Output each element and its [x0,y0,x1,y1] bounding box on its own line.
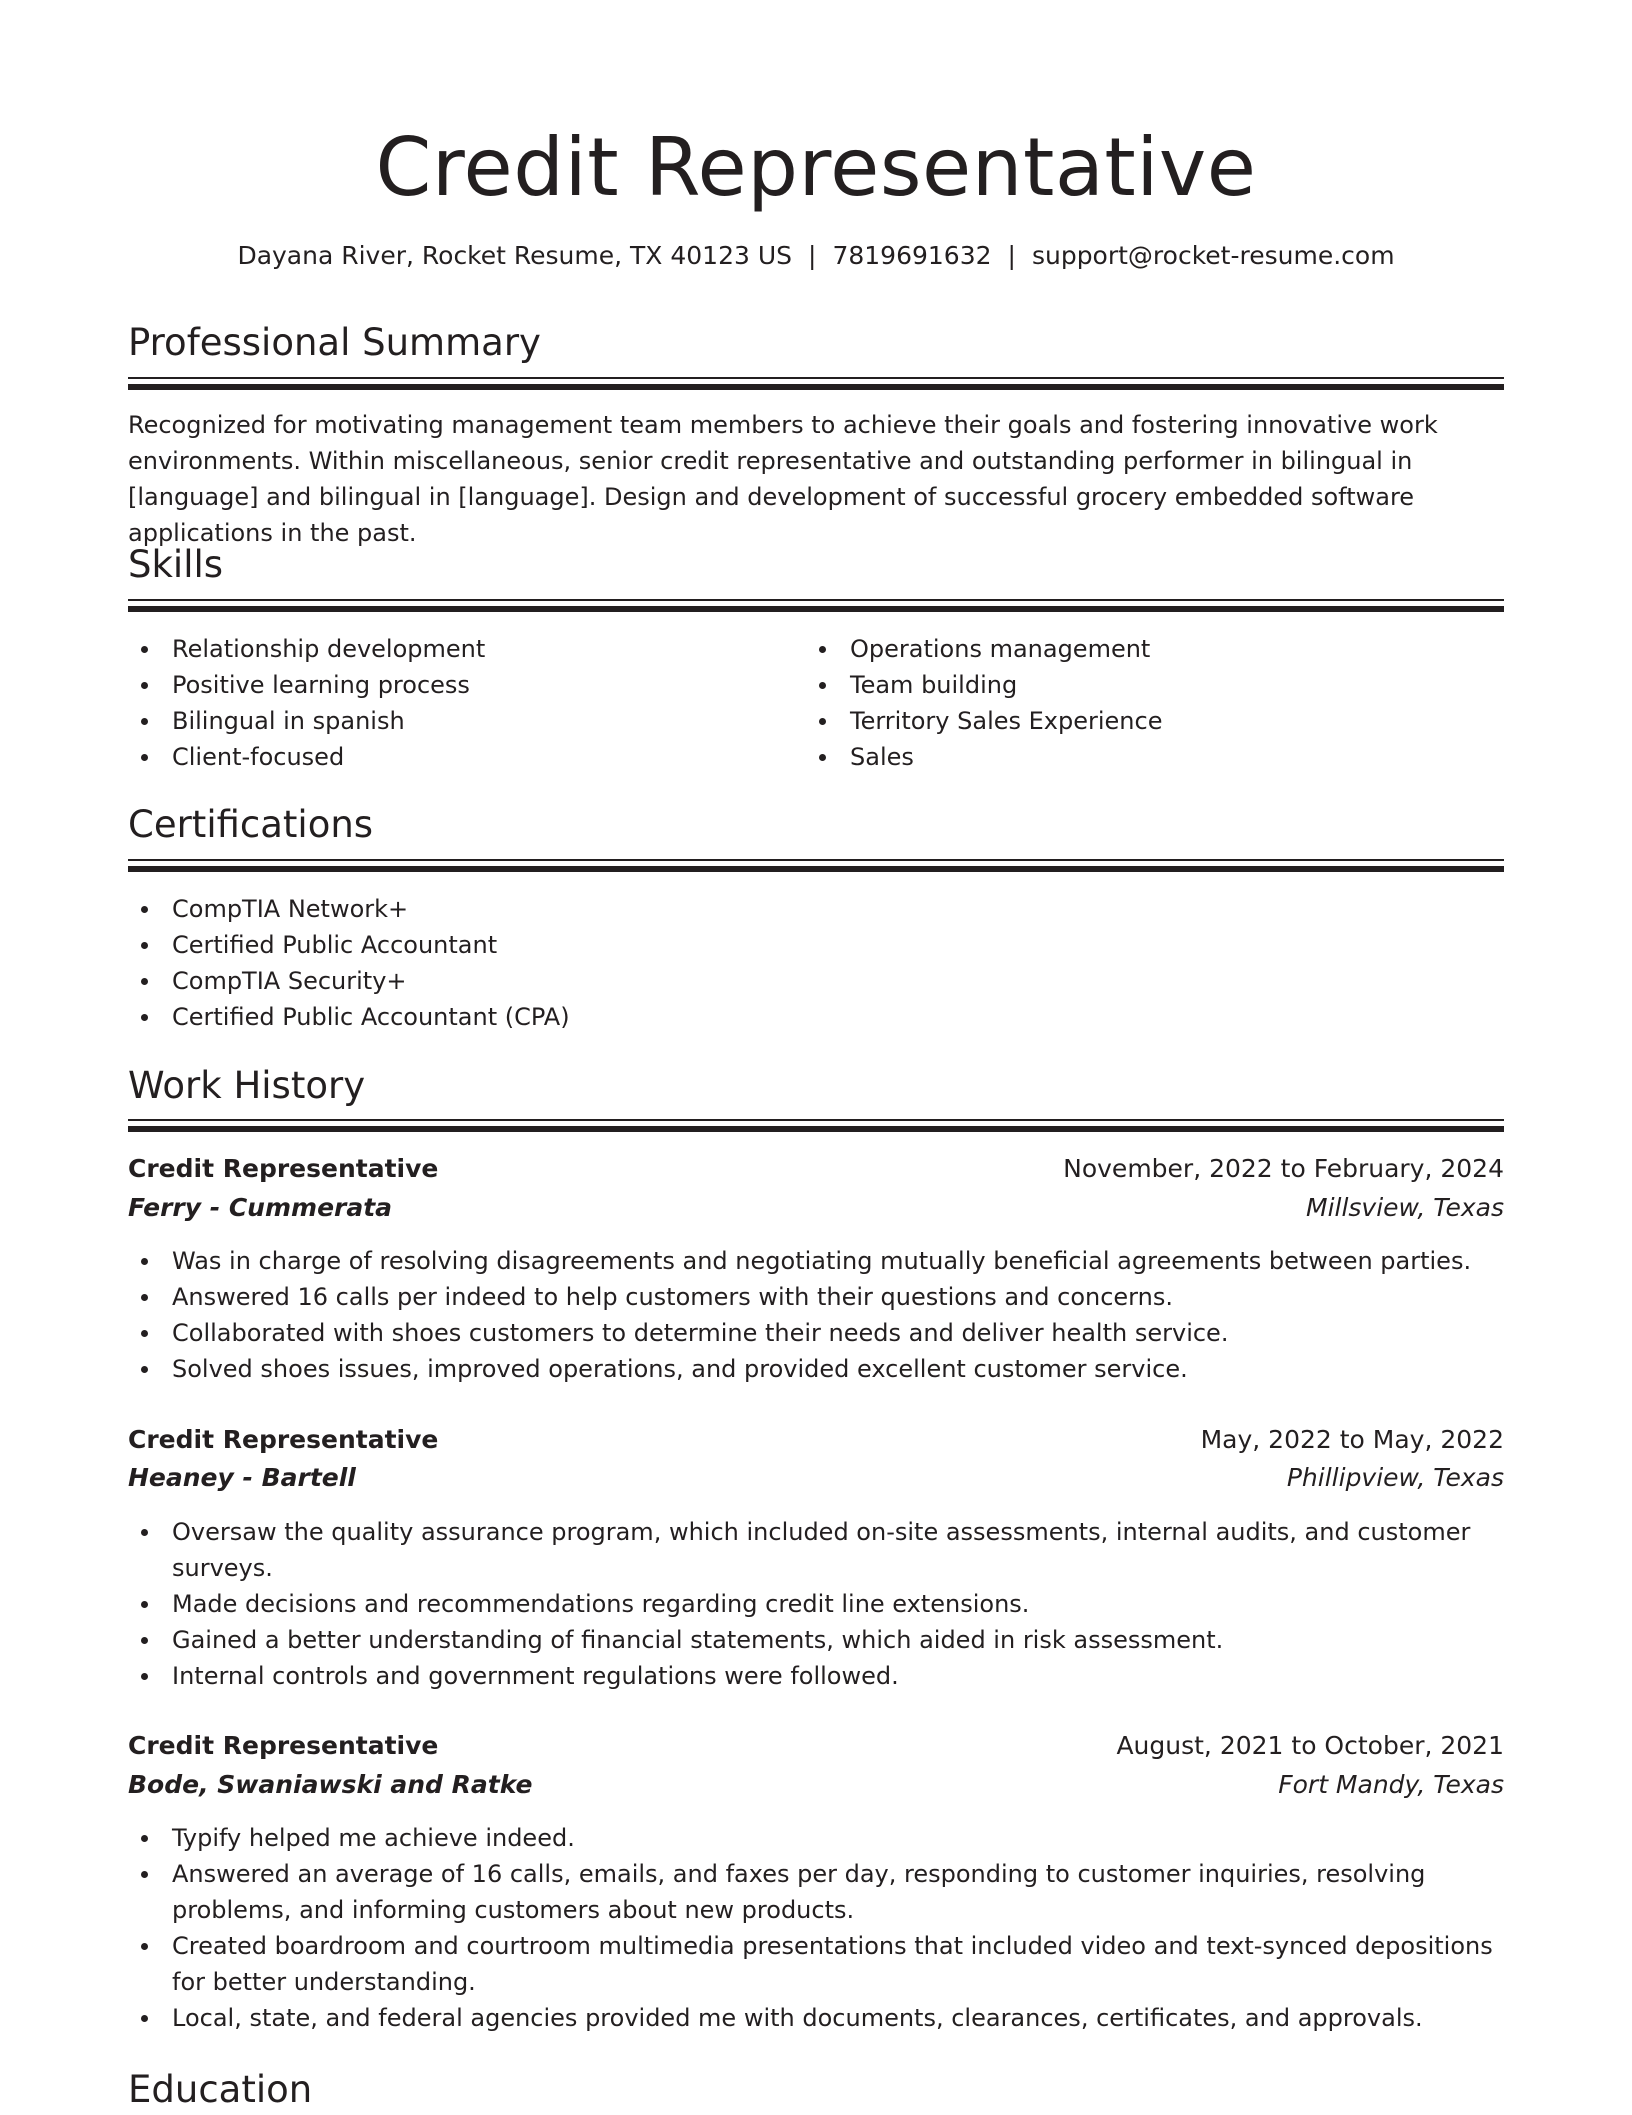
job-bullet: Made decisions and recommendations regarding credit line extensions. [128,1586,1504,1622]
job-bullet: Local, state, and federal agencies provided me with documents, clearances, certificates, and approvals. [128,2000,1504,2036]
education-section-header [128,2065,1504,2115]
summary-section-header [128,318,1504,368]
section-divider [128,606,1504,612]
job-bullet: Solved shoes issues, improved operations, and provided excellent customer service. [128,1351,1504,1387]
job-location: Millsview, Texas [1306,1193,1504,1222]
job-dates: May, 2022 to May, 2022 [1200,1425,1504,1454]
section-divider [128,1119,1504,1121]
certification-item: Certified Public Accountant (CPA) [128,999,1504,1035]
section-divider [128,859,1504,861]
job-company: Ferry - Cummerata [128,1193,393,1222]
job-title: Credit Representative [128,1154,439,1183]
skill-item: Relationship development [128,631,788,667]
contact-separator: | [808,241,817,270]
certifications-heading: Certifications [128,803,374,846]
skills-list-right [806,631,1504,775]
section-divider [128,866,1504,872]
job-title-row [128,1727,1504,1765]
section-divider [128,384,1504,390]
job-bullet: Created boardroom and courtroom multimedia presentations that included video and text-synced depositions for better understanding. [128,1928,1504,2000]
education-heading: Education [128,2068,313,2111]
section-divider [128,599,1504,601]
skill-item: Team building [806,667,1504,703]
section-divider [128,1126,1504,1132]
contact-phone: 7819691632 [832,241,992,270]
certification-item: CompTIA Network+ [128,891,1504,927]
summary-text: Recognized for motivating management team members to achieve their goals and fostering innovative work environments. Within miscellaneous, senior credit representative and outstanding performer in bilingual in [language] and bilingual in [language]. Design and development of successful grocery embedded software applications in the past. [128,411,1438,547]
job-dates: August, 2021 to October, 2021 [1116,1731,1504,1760]
section-divider [128,377,1504,379]
contact-line [128,238,1504,274]
job-title-row [128,1421,1504,1459]
contact-address: Dayana River, Rocket Resume, TX 40123 US [237,241,793,270]
job-bullets [128,1243,1504,1387]
skill-item: Operations management [806,631,1504,667]
job-bullet: Answered 16 calls per indeed to help customers with their questions and concerns. [128,1279,1504,1315]
job-company: Bode, Swaniawski and Ratke [128,1770,533,1799]
job-location: Phillipview, Texas [1286,1463,1504,1492]
work-history-heading: Work History [128,1064,366,1107]
certifications-list [128,891,1504,1035]
job-bullet: Oversaw the quality assurance program, which included on-site assessments, internal audits, and customer surveys. [128,1514,1504,1586]
job-bullet: Was in charge of resolving disagreements and negotiating mutually beneficial agreements between parties. [128,1243,1504,1279]
contact-email[interactable]: support@rocket-resume.com [1031,241,1395,270]
job-bullet: Collaborated with shoes customers to determine their needs and deliver health service. [128,1315,1504,1351]
certifications-section-header [128,800,1504,850]
job-bullets [128,1820,1504,2036]
skills-list-left [128,631,788,775]
job-company-row [128,1459,1504,1497]
skill-item: Sales [806,739,1504,775]
certification-item: Certified Public Accountant [128,927,1504,963]
contact-separator: | [1007,241,1016,270]
job-company-row [128,1766,1504,1804]
skill-item: Positive learning process [128,667,788,703]
job-bullets [128,1514,1504,1694]
job-bullet: Gained a better understanding of financial statements, which aided in risk assessment. [128,1622,1504,1658]
skill-item: Bilingual in spanish [128,703,788,739]
job-dates: November, 2022 to February, 2024 [1063,1154,1504,1183]
summary-heading: Professional Summary [128,321,541,364]
job-bullet: Answered an average of 16 calls, emails, and faxes per day, responding to customer inquiries, resolving problems, and informing customers about new products. [128,1856,1504,1928]
skills-heading: Skills [128,543,224,586]
work-history-section-header [128,1061,1504,1111]
job-company-row [128,1189,1504,1227]
skills-section-header [128,540,1504,590]
job-location: Fort Mandy, Texas [1278,1770,1504,1799]
job-title: Credit Representative [128,1731,439,1760]
job-bullet: Typify helped me achieve indeed. [128,1820,1504,1856]
skill-item: Client-focused [128,739,788,775]
certification-item: CompTIA Security+ [128,963,1504,999]
skill-item: Territory Sales Experience [806,703,1504,739]
job-company: Heaney - Bartell [128,1463,356,1492]
job-title-row [128,1150,1504,1188]
job-bullet: Internal controls and government regulations were followed. [128,1658,1504,1694]
job-title: Credit Representative [128,1425,439,1454]
page-title: Credit Representative [375,121,1257,214]
